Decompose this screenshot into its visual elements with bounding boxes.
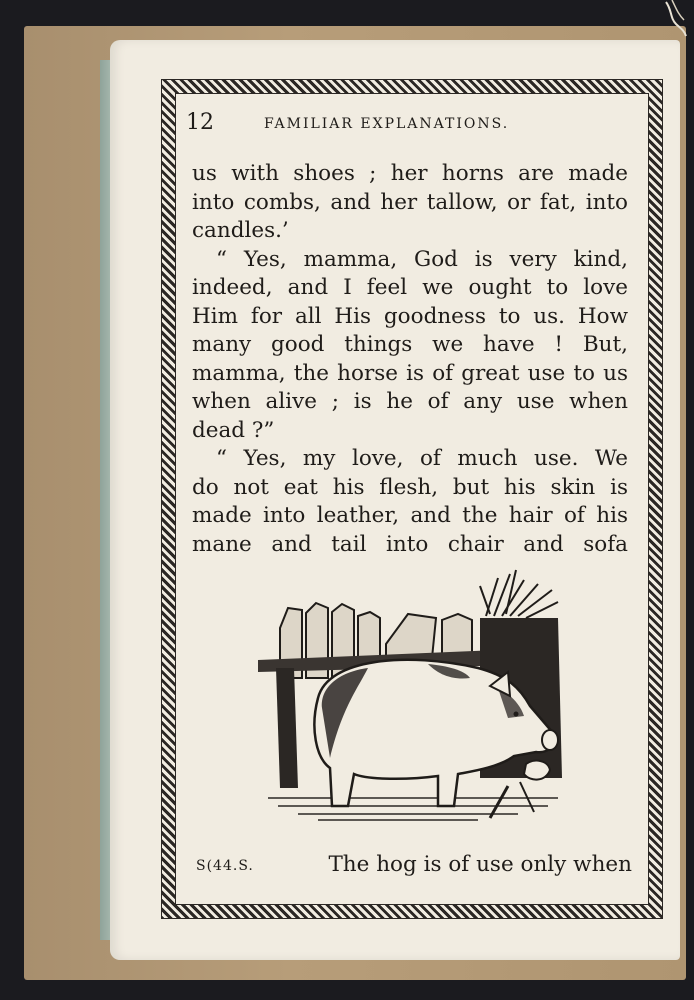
signature-mark: S(44.S. [196, 858, 254, 874]
page-footer [196, 852, 632, 882]
catchline: The hog is of use only when [328, 852, 632, 877]
text-line: indeed, and I feel we ought to love [192, 275, 628, 300]
text-line: made into leather, and the hair of his [192, 503, 628, 528]
text-line: “ Yes, my love, of much use. We [216, 446, 628, 471]
running-title: FAMILIAR EXPLANATIONS. [264, 116, 510, 132]
text-line: mamma, the horse is of great use to us [192, 360, 628, 386]
page-number: 12 [186, 110, 214, 135]
text-line: “ Yes, mamma, God is very kind, [216, 246, 628, 272]
text-line: many good things we have ! But, [192, 332, 628, 357]
text-line: do not eat his flesh, but his skin is [192, 474, 628, 500]
text-line: into combs, and her tallow, or fat, into [192, 189, 628, 215]
body-text [192, 160, 628, 559]
text-line: Him for all His goodness to us. How [192, 303, 628, 329]
text-line: when alive ; is he of any use when [192, 389, 628, 414]
text-line: dead ?” [192, 417, 275, 443]
hog-woodcut-icon [258, 568, 578, 838]
text-line: mane and tail into chair and sofa [192, 531, 628, 557]
text-line: candles.’ [192, 218, 289, 243]
text-line: us with shoes ; her horns are made [192, 161, 628, 186]
binding-thread-icon [662, 0, 690, 38]
page-header [186, 108, 632, 138]
